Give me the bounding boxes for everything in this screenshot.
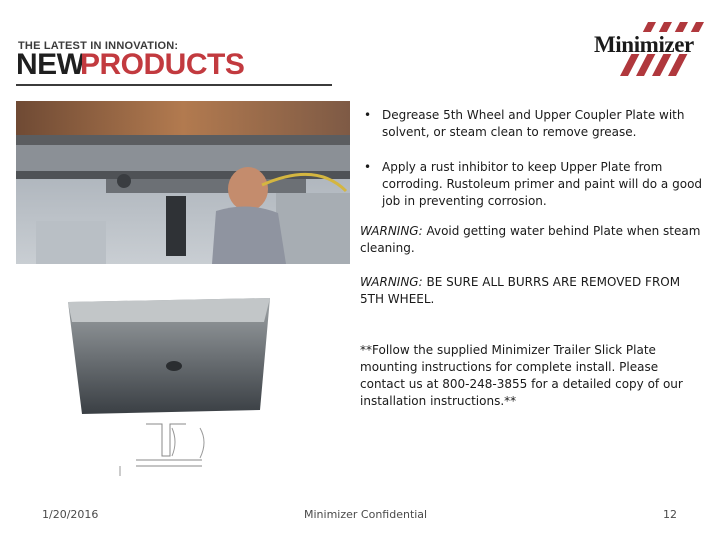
warning-label: WARNING: — [360, 275, 423, 289]
warning-steam — [360, 223, 705, 257]
plate-mounting-diagram — [116, 416, 224, 480]
title-new: NEW — [16, 48, 85, 81]
bullet-text: Apply a rust inhibitor to keep Upper Plate from corroding. Rustoleum primer and paint will do a good job in preventing corrosion. — [382, 160, 703, 208]
warning-burrs — [360, 274, 705, 308]
instruction-list — [360, 107, 705, 228]
list-item — [360, 107, 705, 141]
footer-confidential: Minimizer Confidential — [304, 508, 428, 521]
warning-text: BE SURE ALL BURRS ARE REMOVED FROM 5TH WHEEL. — [360, 275, 681, 306]
header-tagline: THE LATEST IN INNOVATION: — [18, 40, 179, 52]
header-rule — [16, 84, 332, 86]
technician-photo — [16, 101, 350, 264]
warning-text: Avoid getting water behind Plate when steam cleaning. — [360, 224, 701, 255]
footer-date: 1/20/2016 — [42, 508, 99, 521]
logo-text: Minimizer — [594, 32, 694, 57]
list-item — [360, 159, 705, 210]
bullet-text: Degrease 5th Wheel and Upper Coupler Plate with solvent, or steam clean to remove grease. — [382, 108, 685, 139]
slick-plate-photo — [64, 292, 276, 416]
minimizer-logo — [590, 14, 714, 76]
bullet-icon: • — [364, 160, 372, 174]
title-products: PRODUCTS — [80, 48, 245, 81]
warning-label: WARNING: — [360, 224, 423, 238]
bullet-icon: • — [364, 108, 372, 122]
footer-page-number: 12 — [663, 508, 677, 521]
install-note: **Follow the supplied Minimizer Trailer Slick Plate mounting instructions for complete install. Please contact us at 800-248-3855 for a detailed copy of our installation instructions.** — [360, 343, 683, 408]
